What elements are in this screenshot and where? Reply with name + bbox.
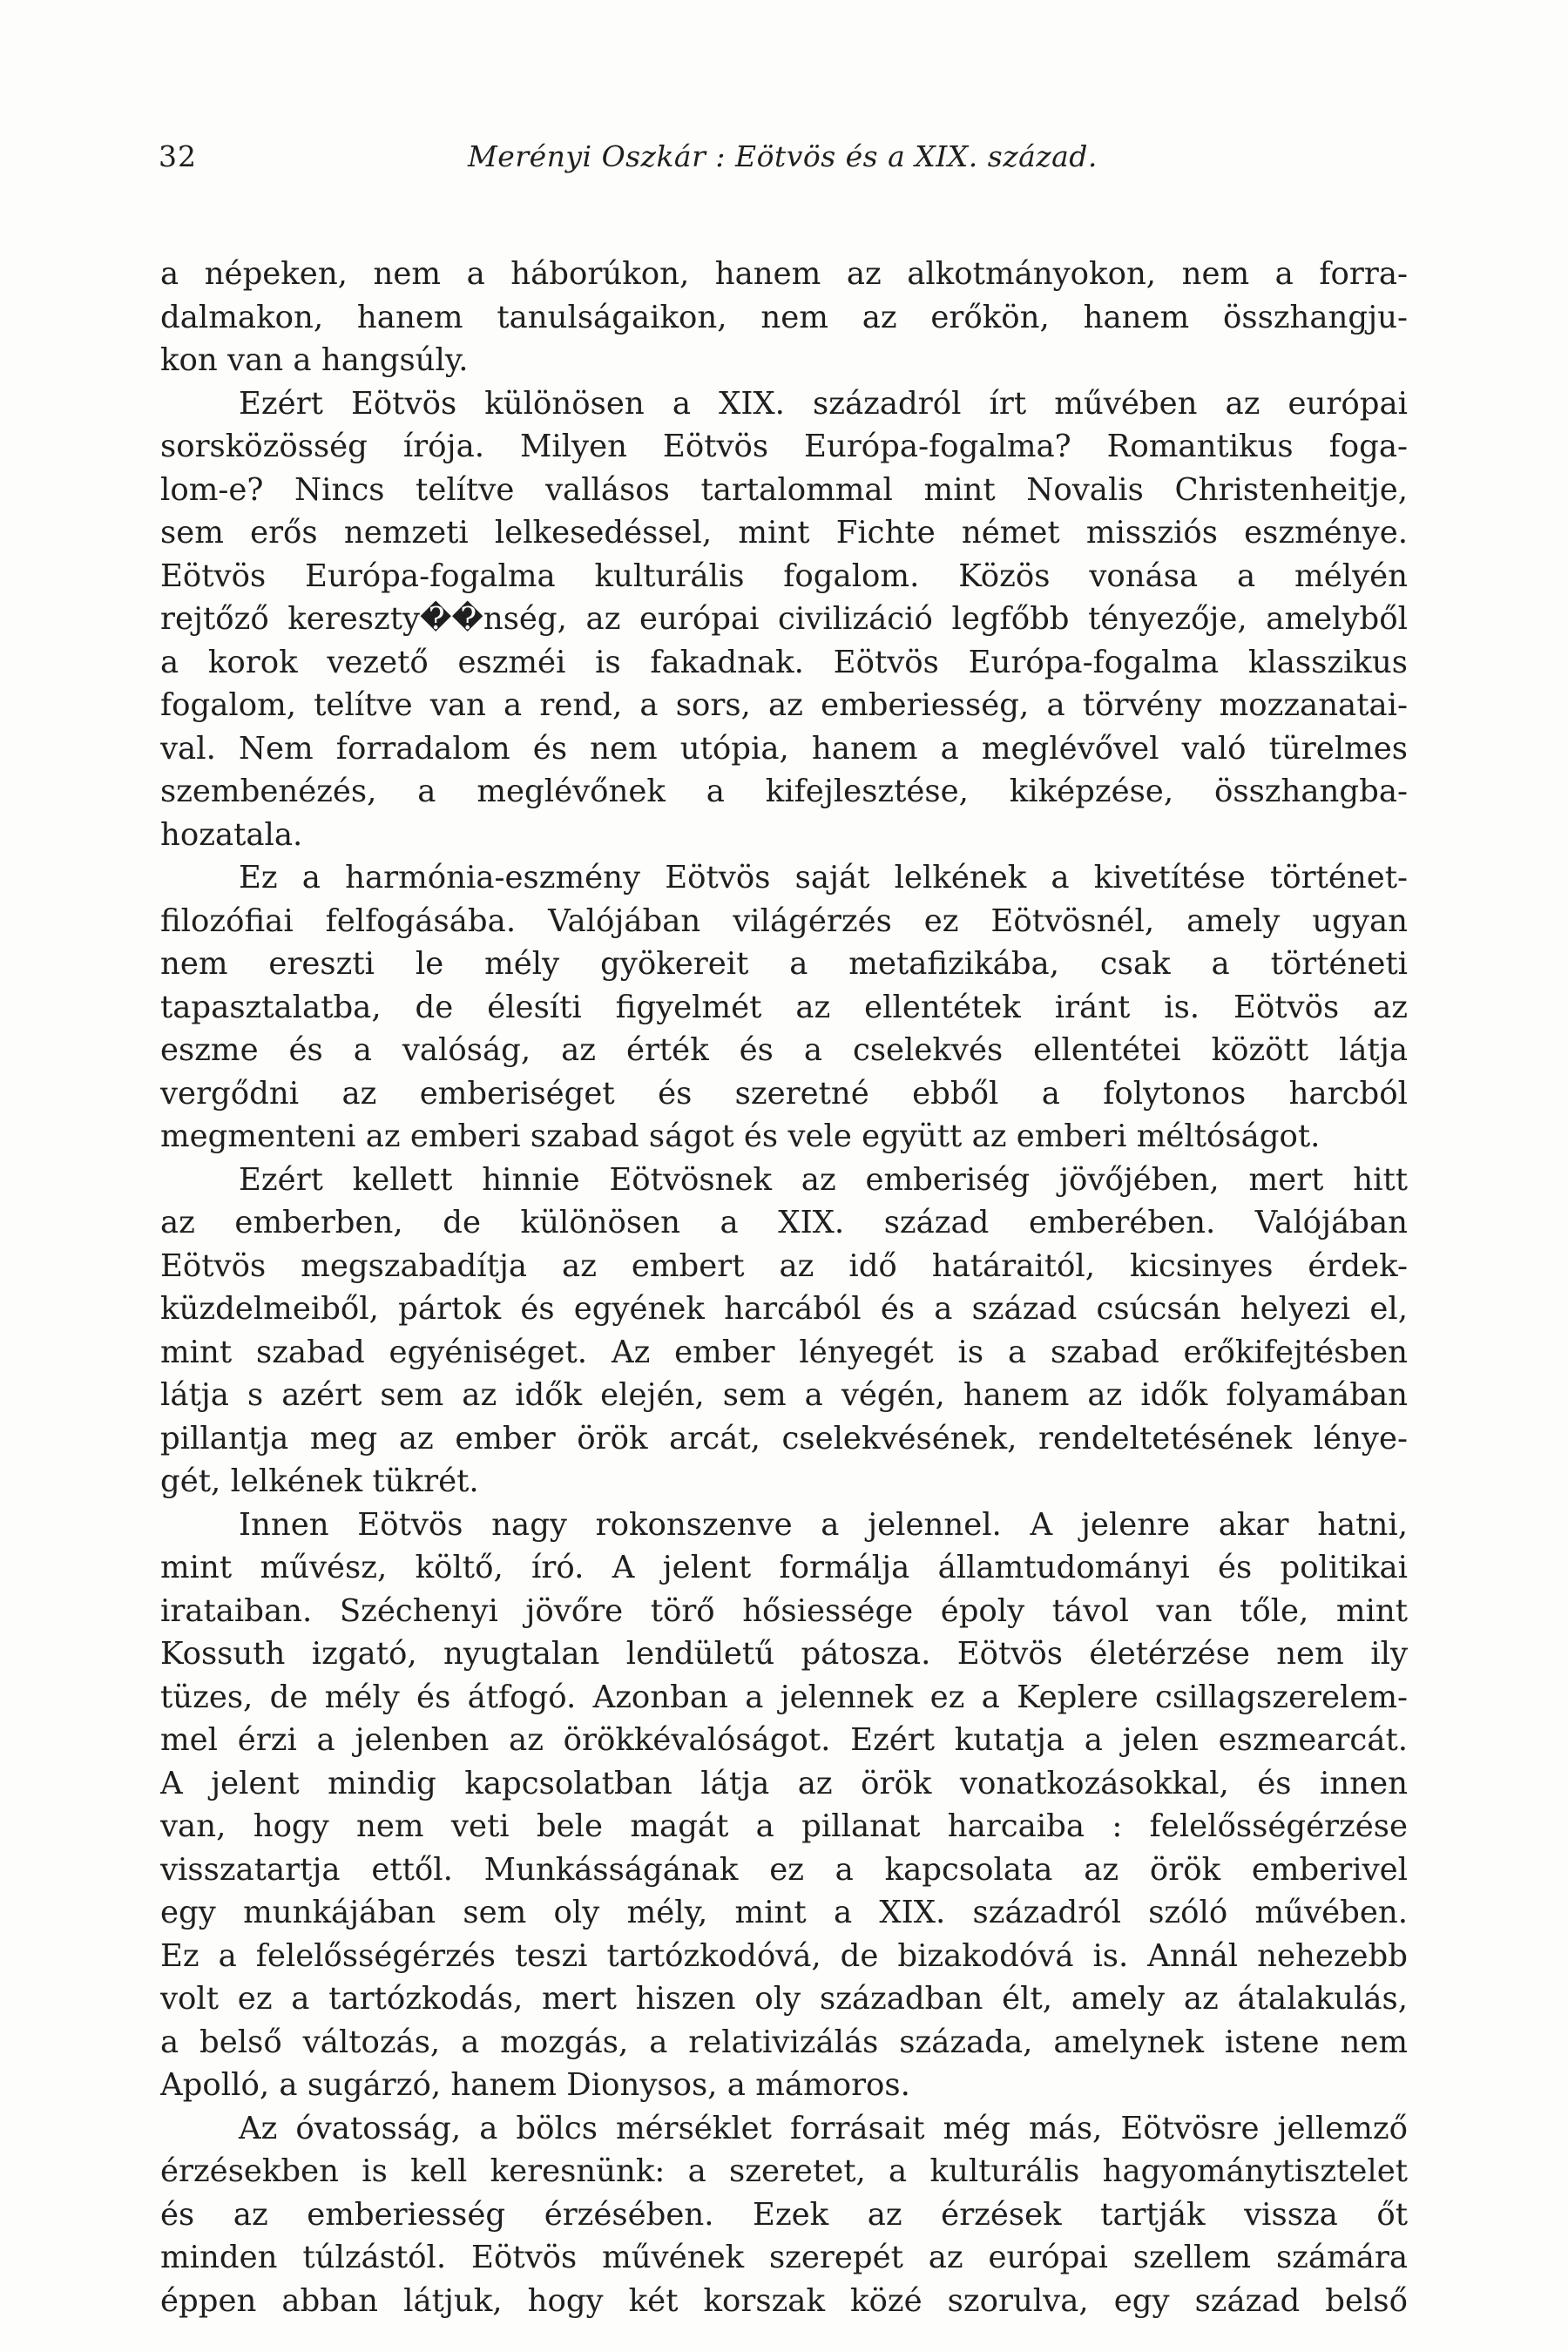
text-line: van, hogy nem veti bele magát a pillanat harcaiba : felelősségérzése [160, 1808, 1408, 1844]
text-line: filozófiai felfogásába. Valójában világérzés ez Eötvösnél, amely ugyan [160, 902, 1408, 939]
text-line: Apolló, a sugárzó, hanem Dionysos, a mámoros. [160, 2067, 910, 2103]
text-line: Ez a harmónia-eszmény Eötvös saját lelkének a kivetítése történet- [239, 860, 1408, 896]
page-number: 32 [159, 139, 197, 173]
text-line: irataiban. Széchenyi jövőre törő hősiessége époly távol van tőle, mint [160, 1592, 1408, 1629]
text-line: volt ez a tartózkodás, mert hiszen oly században élt, amely az átalakulás, [160, 1981, 1408, 2017]
text-line: vergődni az emberiséget és szeretné ebből a folytonos harcból [160, 1075, 1408, 1112]
text-line: sem erős nemzeti lelkesedéssel, mint Fichte német missziós eszménye. [160, 515, 1408, 551]
text-line: mel érzi a jelenben az örökkévalóságot. Ezért kutatja a jelen eszmearcát. [160, 1722, 1408, 1758]
text-line: Eötvös Európa-fogalma kulturális fogalom. Közös vonása a mélyén [160, 558, 1408, 594]
text-line: éppen abban látjuk, hogy két korszak közé szorulva, egy század belső [160, 2282, 1408, 2319]
text-line: A jelent mindig kapcsolatban látja az örök vonatkozásokkal, és innen [160, 1765, 1408, 1801]
text-line: gét, lelkének tükrét. [160, 1463, 479, 1499]
text-line: minden túlzástól. Eötvös művének szerepét az európai szellem számára [160, 2240, 1408, 2275]
text-line: Kossuth izgató, nyugtalan lendületű pátosza. Eötvös életérzése nem ily [160, 1636, 1408, 1672]
text-line: val. Nem forradalom és nem utópia, hanem a meglévővel való türelmes [160, 730, 1408, 767]
text-line: mint szabad egyéniséget. Az ember lényegét is a szabad erőkifejtésben [160, 1334, 1408, 1370]
text-line: Ez a felelősségérzés teszi tartózkodóvá, de bizakodóvá is. Annál nehezebb [160, 1937, 1408, 1974]
text-line: tüzes, de mély és átfogó. Azonban a jelennek ez a Keplere csillagszerelem- [160, 1679, 1408, 1715]
text-line: nem ereszti le mély gyökereit a metafizikába, csak a történeti [160, 946, 1408, 982]
text-line: érzésekben is kell keresnünk: a szeretet, a kulturális hagyománytisztelet [160, 2153, 1408, 2189]
text-line: látja s azért sem az idők elején, sem a végén, hanem az idők folyamában [160, 1377, 1408, 1413]
text-line: fogalom, telítve van a rend, a sors, az emberiesség, a törvény mozzanatai- [160, 687, 1408, 723]
text-line: kon van a hangsúly. [160, 342, 469, 378]
text-line: megmenteni az emberi szabad ságot és vele együtt az emberi méltóságot. [160, 1119, 1321, 1154]
body-text [160, 253, 1408, 2322]
text-line: Ezért Eötvös különösen a XIX. századról írt művében az európai [239, 385, 1408, 422]
text-line: tapasztalatba, de élesíti figyelmét az ellentétek iránt is. Eötvös az [160, 989, 1408, 1025]
text-line: mint művész, költő, író. A jelent formálja államtudományi és politikai [160, 1550, 1408, 1585]
text-line: rejtőző kereszty��nség, az európai civilizáció legfőbb tényezője, amelyből [160, 601, 1408, 637]
text-line: pillantja meg az ember örök arcát, cselekvésének, rendeltetésének lénye- [160, 1420, 1408, 1456]
text-line: a korok vezető eszméi is fakadnak. Eötvös Európa-fogalma klasszikus [160, 644, 1408, 680]
text-line: visszatartja ettől. Munkásságának ez a kapcsolata az örök emberivel [160, 1851, 1408, 1888]
text-line: a népeken, nem a háborúkon, hanem az alkotmányokon, nem a forra- [160, 256, 1408, 292]
text-line: az emberben, de különösen a XIX. század emberében. Valójában [160, 1205, 1408, 1240]
text-line: és az emberiesség érzésében. Ezek az érzések tartják vissza őt [160, 2196, 1408, 2233]
text-line: dalmakon, hanem tanulságaikon, nem az erőkön, hanem összhangju- [160, 299, 1408, 335]
text-line: Innen Eötvös nagy rokonszenve a jelennel. A jelenre akar hatni, [239, 1506, 1408, 1543]
text-line: lom-e? Nincs telítve vallásos tartalommal mint Novalis Christenheitje, [160, 471, 1408, 508]
text-line: küzdelmeiből, pártok és egyének harcából és a század csúcsán helyezi el, [160, 1291, 1408, 1327]
running-head [159, 135, 1404, 179]
text-line: hozatala. [160, 816, 303, 853]
text-line: szembenézés, a meglévőnek a kifejlesztése, kiképzése, összhangba- [160, 774, 1408, 809]
text-line: Az óvatosság, a bölcs mérséklet forrásait még más, Eötvösre jellemző [239, 2110, 1408, 2146]
text-line: eszme és a valóság, az érték és a cselekvés ellentétei között látja [160, 1032, 1408, 1068]
text-line: Eötvös megszabadítja az embert az idő határaitól, kicsinyes érdek- [160, 1247, 1408, 1284]
text-line: egy munkájában sem oly mély, mint a XIX. századról szóló művében. [160, 1895, 1408, 1930]
text-line: sorsközösség írója. Milyen Eötvös Európa-fogalma? Romantikus foga- [160, 429, 1408, 464]
text-line: Ezért kellett hinnie Eötvösnek az emberiség jövőjében, mert hitt [239, 1161, 1408, 1198]
text-line: a belső változás, a mozgás, a relativizálás százada, amelynek istene nem [160, 2024, 1408, 2060]
running-title: Merényi Oszkár : Eötvös és a XIX. század. [468, 139, 1098, 173]
